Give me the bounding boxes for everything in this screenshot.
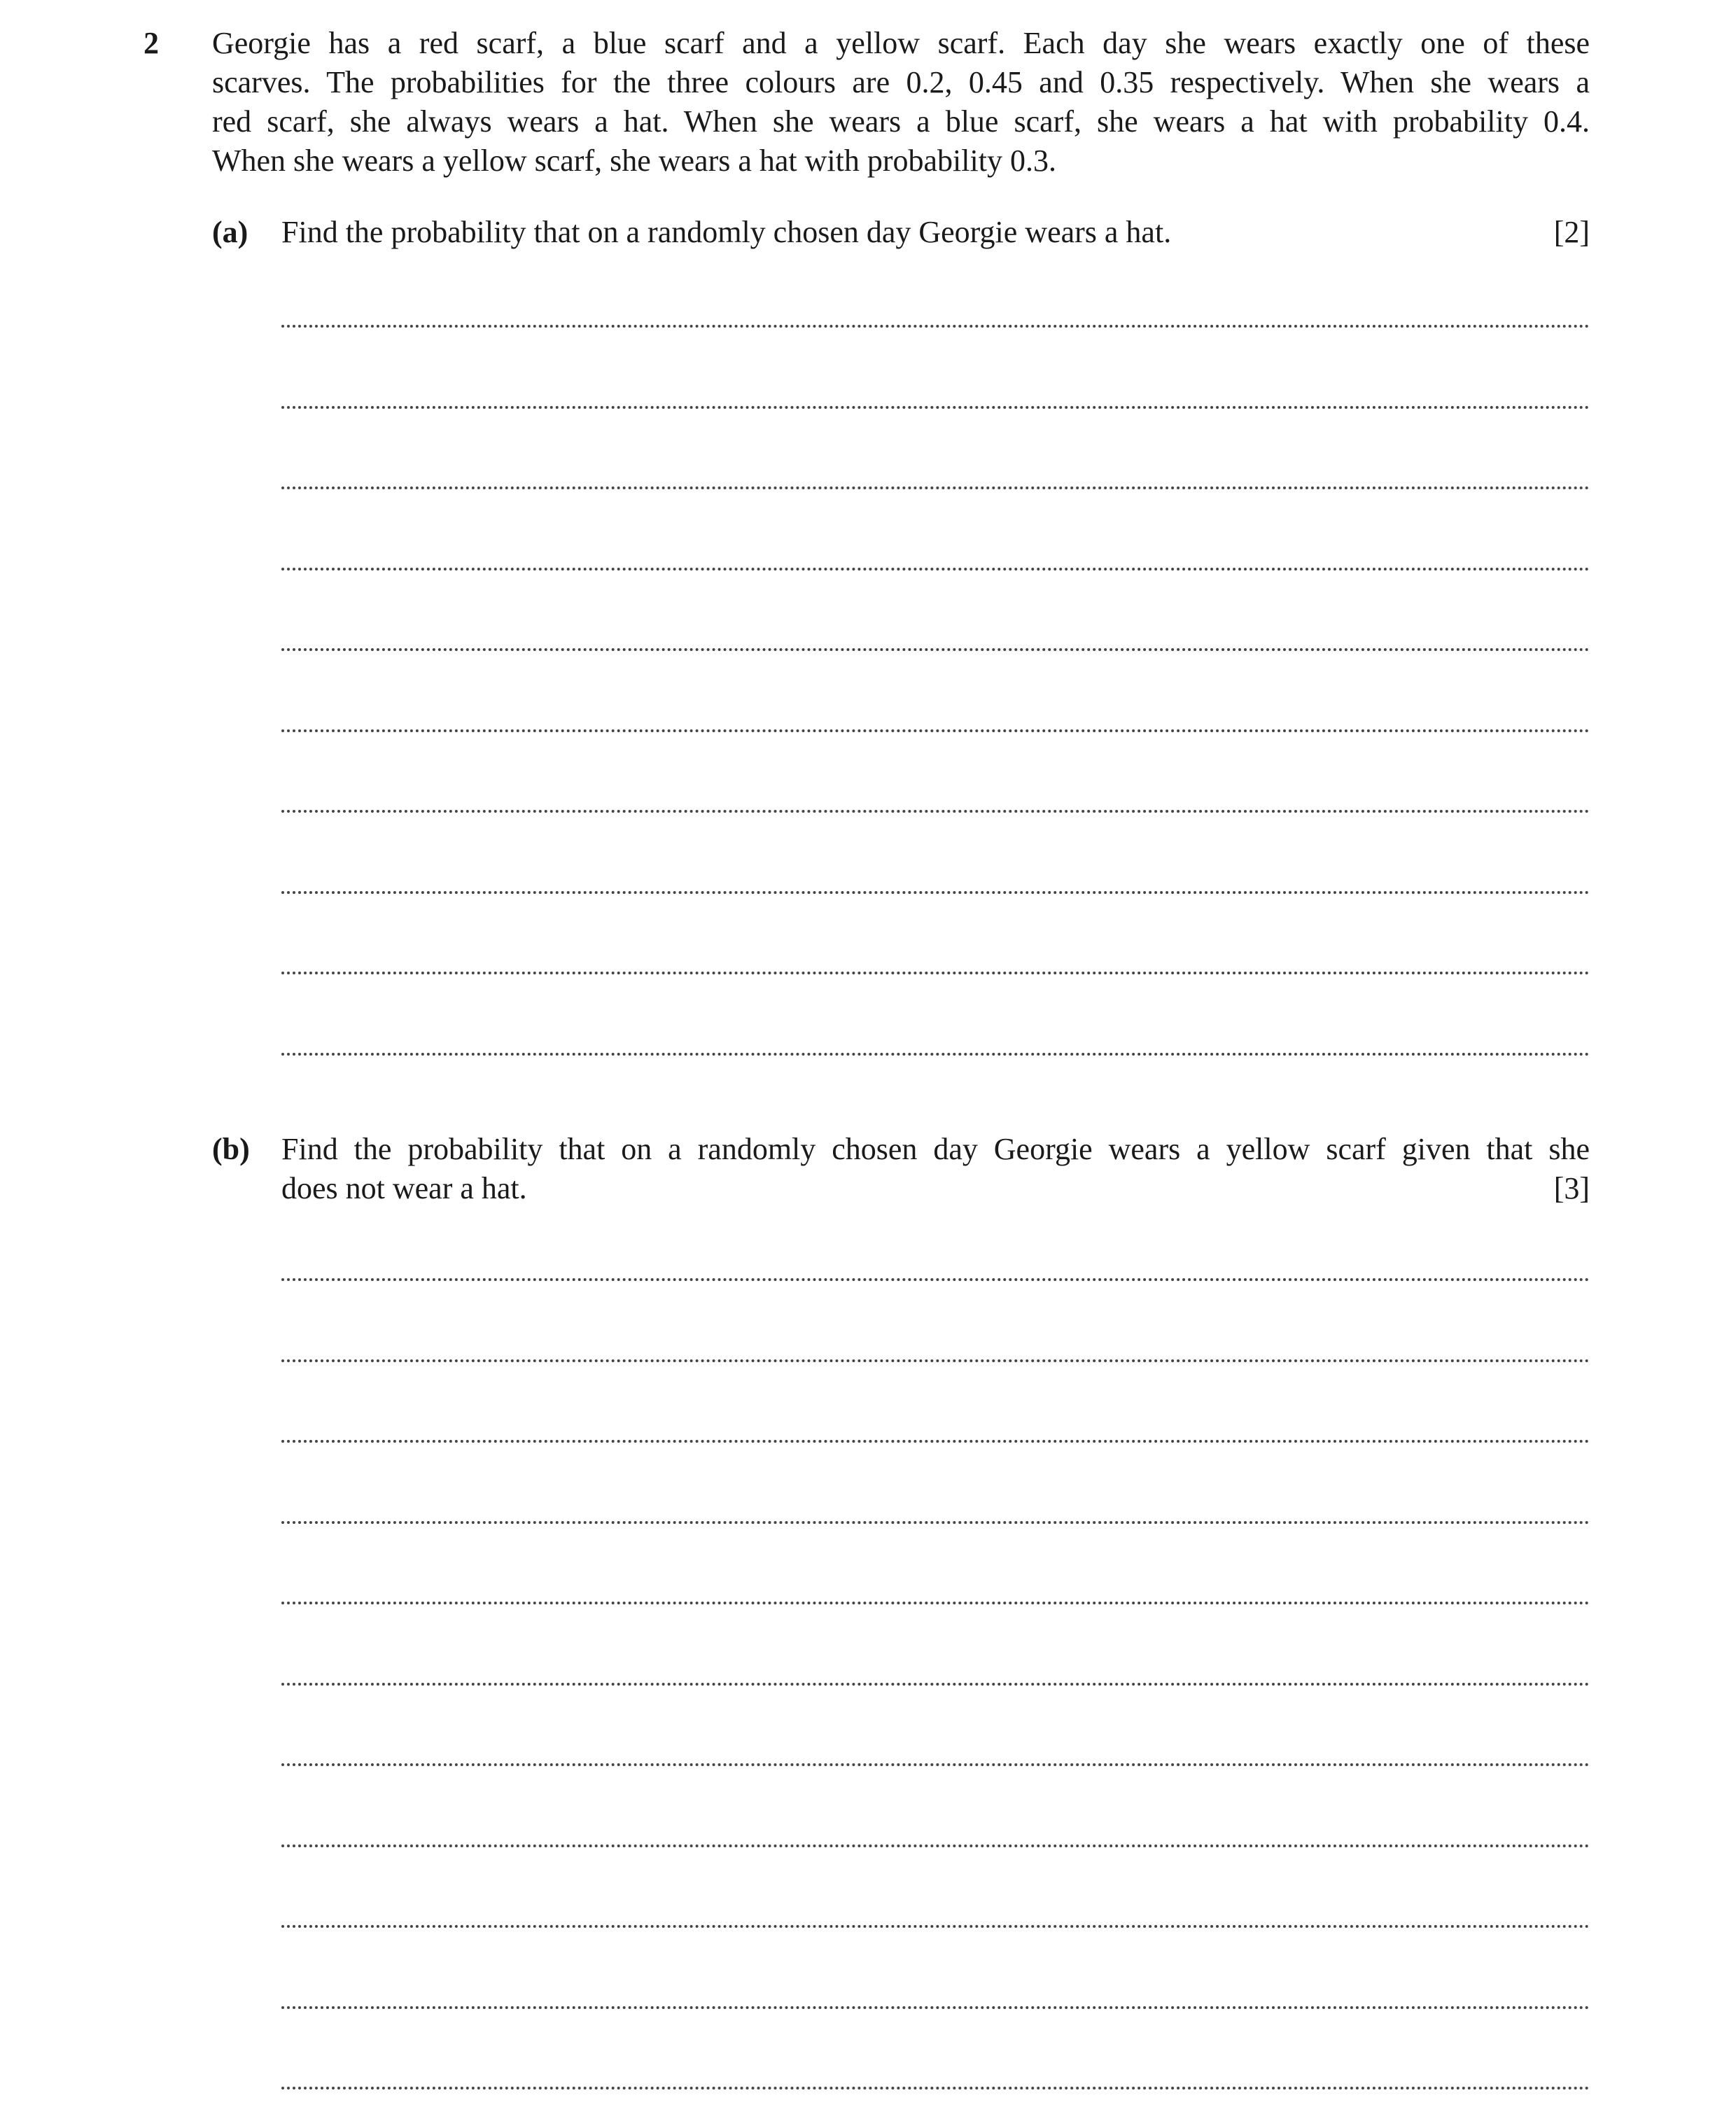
part-a-text: Find the probability that on a randomly chosen day Georgie wears a hat.: [281, 215, 1172, 249]
part-b-marks: [3]: [1553, 1171, 1590, 1205]
part-b-answer-line[interactable]: [281, 1683, 1590, 1686]
part-a-answer-line[interactable]: [281, 891, 1590, 894]
part-a-answer-line[interactable]: [281, 648, 1590, 651]
part-b-text-line-2: does not wear a hat.: [281, 1171, 527, 1205]
question-stem: [212, 24, 1590, 181]
stem-line-1: Georgie has a red scarf, a blue scarf and a yellow scarf. Each day she wears exactly one of these: [212, 26, 1590, 60]
part-b-question: [281, 1130, 1590, 1208]
part-a-marks: [2]: [1553, 215, 1590, 249]
stem-line-2: scarves. The probabilities for the three colours are 0.2, 0.45 and 0.35 respectively. When she wears a: [212, 65, 1590, 99]
part-b-answer-line[interactable]: [281, 1359, 1590, 1362]
part-a-question: [281, 213, 1590, 252]
part-a-answer-line[interactable]: [281, 325, 1590, 328]
part-b-answer-line[interactable]: [281, 1925, 1590, 1928]
part-b-answer-line[interactable]: [281, 1440, 1590, 1443]
part-a-answer-line[interactable]: [281, 729, 1590, 732]
part-a-answer-line[interactable]: [281, 568, 1590, 570]
stem-line-3: red scarf, she always wears a hat. When she wears a blue scarf, she wears a hat with probability 0.4.: [212, 104, 1590, 139]
part-b-text-line-1: Find the probability that on a randomly chosen day Georgie wears a yellow scarf given that she: [281, 1132, 1590, 1166]
part-a-answer-line[interactable]: [281, 1053, 1590, 1056]
part-b-answer-line[interactable]: [281, 2006, 1590, 2009]
part-a-answer-line[interactable]: [281, 486, 1590, 489]
stem-line-4: When she wears a yellow scarf, she wears a hat with probability 0.3.: [212, 144, 1056, 178]
part-b-answer-line[interactable]: [281, 1521, 1590, 1524]
part-b-answer-line[interactable]: [281, 1844, 1590, 1847]
part-b-answer-line[interactable]: [281, 1278, 1590, 1281]
part-a-answer-line[interactable]: [281, 972, 1590, 974]
part-a-answer-line[interactable]: [281, 810, 1590, 813]
part-b-answer-line[interactable]: [281, 2087, 1590, 2090]
part-a-label: (a): [212, 215, 248, 249]
question-number: 2: [144, 26, 159, 60]
part-b-label: (b): [212, 1132, 250, 1166]
part-b-answer-line[interactable]: [281, 1602, 1590, 1604]
part-a-answer-line[interactable]: [281, 406, 1590, 409]
part-b-answer-line[interactable]: [281, 1763, 1590, 1766]
